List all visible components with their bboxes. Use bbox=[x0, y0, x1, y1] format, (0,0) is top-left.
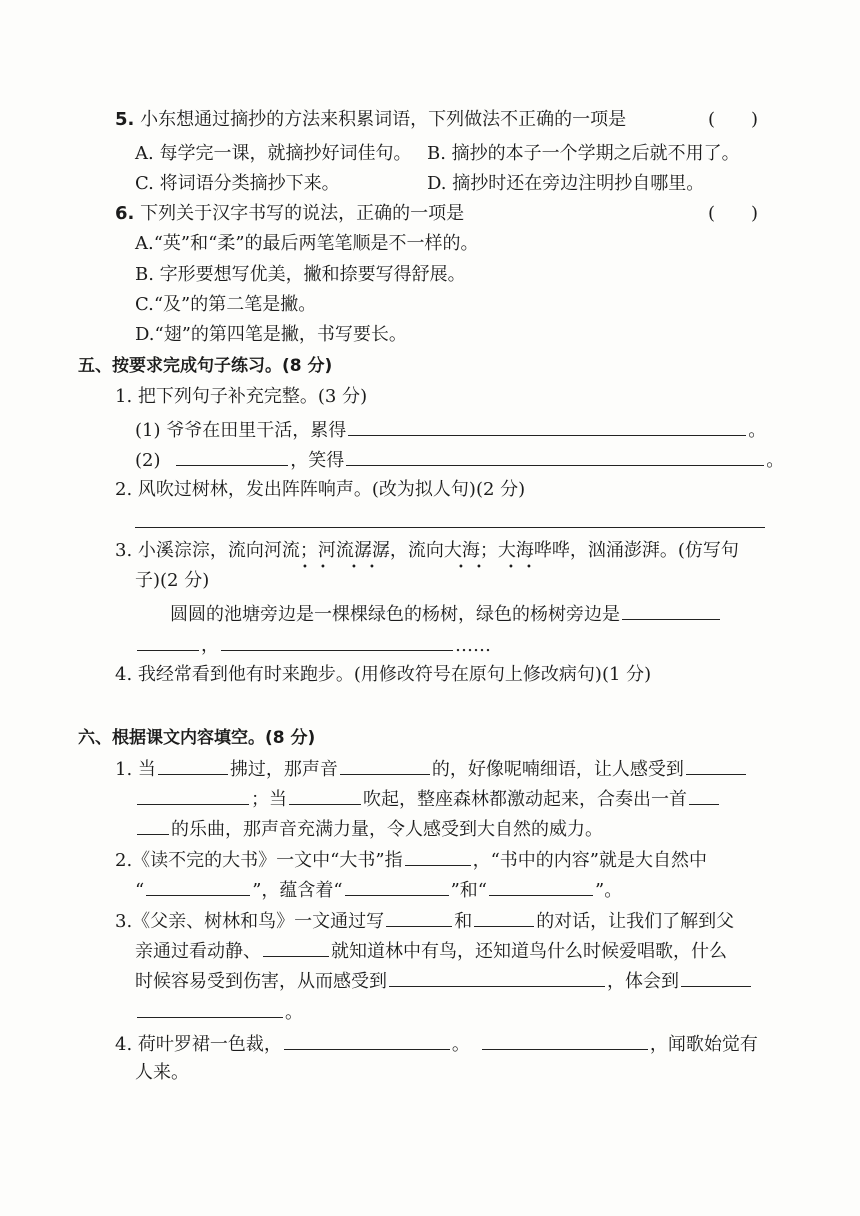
emphasis-dot: • bbox=[526, 562, 532, 573]
sec6-q2-text-d: ”和“ bbox=[450, 880, 488, 901]
sec6-q1-blank-6[interactable] bbox=[689, 786, 719, 805]
sec6-q1-text-e: 吹起，整座森林都激动起来，合奏出一首 bbox=[363, 789, 687, 810]
sec6-q1-blank-2[interactable] bbox=[340, 756, 430, 775]
sec6-q1-text-f: 的乐曲，那声音充满力量，令人感受到大自然的威力。 bbox=[171, 819, 603, 840]
sec6-q2-blank-2[interactable] bbox=[146, 877, 250, 896]
sec6-q1-text-d: ；当 bbox=[251, 789, 287, 810]
sec6-q4-period: 。 bbox=[451, 1034, 470, 1055]
section-5-title: 五、按要求完成句子练习。(8 分) bbox=[78, 356, 333, 376]
emphasis-dot: • bbox=[351, 562, 357, 573]
sec6-q3-line2 bbox=[135, 938, 727, 964]
q6-stem bbox=[115, 202, 464, 226]
sec5-q1-item2-text: ，笑得 bbox=[290, 450, 345, 471]
sec5-q1-item1-text: (1) 爷爷在田里干活，累得 bbox=[135, 420, 347, 441]
sec6-q2-blank-4[interactable] bbox=[489, 877, 593, 896]
sec5-q1-item2-blank-1[interactable] bbox=[176, 447, 288, 466]
sec6-q3-text-a: 3.《父亲、树林和鸟》一文通过写 bbox=[115, 911, 385, 932]
sec6-q1-blank-3[interactable] bbox=[686, 756, 746, 775]
sec5-q1-item2 bbox=[135, 447, 784, 473]
sec5-q3-ellipsis: …… bbox=[455, 635, 491, 656]
sec5-q1-item1 bbox=[135, 417, 766, 443]
emphasis-dot: • bbox=[476, 562, 482, 573]
sec5-q3-blank-3[interactable] bbox=[221, 632, 453, 651]
q5-option-d: D. 摘抄时还在旁边注明抄自哪里。 bbox=[427, 173, 705, 194]
emphasis-dot: • bbox=[508, 562, 514, 573]
sec6-q4-line1 bbox=[115, 1031, 758, 1057]
q6-answer-paren[interactable]: ( ) bbox=[708, 203, 759, 224]
sec6-q3-blank-2[interactable] bbox=[474, 908, 534, 927]
sec5-q3-example bbox=[170, 601, 722, 627]
q6-option-b: B. 字形要想写优美，撇和捺要写得舒展。 bbox=[135, 264, 466, 285]
sec6-q3-blank-3[interactable] bbox=[263, 938, 329, 957]
sec6-q3-line3 bbox=[135, 968, 753, 994]
sec6-q2-blank-3[interactable] bbox=[345, 877, 449, 896]
sec6-q4-text-a: 4. 荷叶罗裙一色裁， bbox=[115, 1034, 282, 1055]
sec5-q1-item1-period: 。 bbox=[748, 420, 767, 441]
section-6-title: 六、根据课文内容填空。(8 分) bbox=[78, 728, 316, 748]
q6-option-c: C.“及”的第二笔是撇。 bbox=[135, 294, 317, 315]
sec5-q3-comma: ， bbox=[201, 635, 219, 656]
sec6-q4-text-b: ，闻歌始觉有 bbox=[649, 1034, 758, 1055]
sec5-q3-continuation bbox=[135, 632, 491, 658]
sec6-q2-blank-1[interactable] bbox=[405, 847, 471, 866]
sec6-q3-line1 bbox=[115, 908, 734, 934]
sec6-q2-text-b: ，“书中的内容”就是大自然中 bbox=[472, 850, 707, 871]
sec6-q3-text-f: 时候容易受到伤害，从而感受到 bbox=[135, 971, 387, 992]
sec6-q3-text-c: 的对话，让我们了解到父 bbox=[536, 911, 735, 932]
sec5-q3-blank-2[interactable] bbox=[137, 632, 199, 651]
sec6-q1-blank-4[interactable] bbox=[137, 786, 249, 805]
sec6-q1-text-a: 1. 当 bbox=[115, 759, 156, 780]
q5-option-a: A. 每学完一课，就摘抄好词佳句。 bbox=[135, 143, 412, 164]
q6-number: 6. bbox=[115, 203, 135, 224]
sec5-q3-line2: 子)(2 分) bbox=[135, 570, 210, 591]
emphasis-dot: • bbox=[369, 562, 375, 573]
q6-text: 下列关于汉字书写的说法，正确的一项是 bbox=[140, 203, 465, 224]
sec5-q1: 1. 把下列句子补充完整。(3 分) bbox=[115, 386, 368, 407]
sec5-q1-item1-blank[interactable] bbox=[348, 417, 746, 436]
sec5-q4: 4. 我经常看到他有时来跑步。(用修改符号在原句上修改病句)(1 分) bbox=[115, 664, 652, 685]
emphasis-dot: • bbox=[302, 562, 308, 573]
q5-number: 5. bbox=[115, 109, 135, 130]
q5-answer-paren[interactable]: ( ) bbox=[708, 109, 759, 130]
sec6-q2-line1 bbox=[115, 847, 707, 873]
q5-option-b: B. 摘抄的本子一个学期之后就不用了。 bbox=[427, 143, 740, 164]
sec6-q2-line2 bbox=[135, 877, 622, 903]
q6-option-d: D.“翅”的第四笔是撇，书写要长。 bbox=[135, 324, 407, 345]
sec5-q3-example-text: 圆圆的池塘旁边是一棵棵绿色的杨树，绿色的杨树旁边是 bbox=[170, 604, 620, 625]
sec6-q1-line3 bbox=[135, 816, 603, 842]
emphasis-dot: • bbox=[320, 562, 326, 573]
sec6-q4-blank-2[interactable] bbox=[482, 1031, 648, 1050]
sec5-q2: 2. 风吹过树林，发出阵阵响声。(改为拟人句)(2 分) bbox=[115, 479, 526, 500]
sec5-q1-item2-blank-2[interactable] bbox=[346, 447, 764, 466]
sec6-q2-text-a: 2.《读不完的大书》一文中“大书”指 bbox=[115, 850, 403, 871]
sec6-q3-blank-5[interactable] bbox=[681, 968, 751, 987]
sec5-q1-item2-period: 。 bbox=[766, 450, 785, 471]
sec6-q4-blank-1[interactable] bbox=[284, 1031, 450, 1050]
q6-option-a: A.“英”和“柔”的最后两笔笔顺是不一样的。 bbox=[135, 233, 479, 254]
sec6-q1-text-b: 拂过，那声音 bbox=[229, 759, 338, 780]
q5-text: 小东想通过摘抄的方法来积累词语，下列做法不正确的一项是 bbox=[140, 109, 627, 130]
sec6-q4-line2: 人来。 bbox=[135, 1062, 189, 1083]
q5-option-c: C. 将词语分类摘抄下来。 bbox=[135, 173, 340, 194]
sec6-q3-text-d: 亲通过看动静、 bbox=[135, 941, 261, 962]
sec6-q2-quote-open: “ bbox=[135, 880, 145, 901]
sec6-q3-blank-4[interactable] bbox=[389, 968, 605, 987]
sec6-q1-text-c: 的，好像呢喃细语，让人感受到 bbox=[431, 759, 684, 780]
sec5-q3-line1: 3. 小溪淙淙，流向河流；河流潺潺，流向大海；大海哗哗，汹涌澎湃。(仿写句 bbox=[115, 540, 739, 561]
sec6-q3-blank-1[interactable] bbox=[386, 908, 452, 927]
sec6-q1-blank-1[interactable] bbox=[158, 756, 228, 775]
sec6-q2-text-c: ”，蕴含着“ bbox=[252, 880, 343, 901]
sec6-q2-quote-close: ”。 bbox=[595, 880, 623, 901]
sec6-q3-period: 。 bbox=[285, 1002, 303, 1023]
sec6-q3-text-g: ，体会到 bbox=[607, 971, 679, 992]
sec6-q3-text-b: 和 bbox=[454, 911, 473, 932]
sec6-q3-text-e: 就知道林中有鸟，还知道鸟什么时候爱唱歌，什么 bbox=[331, 941, 727, 962]
sec5-q3-blank-1[interactable] bbox=[622, 601, 720, 620]
sec5-q2-answer-line[interactable] bbox=[135, 527, 765, 528]
sec6-q1-line1 bbox=[115, 756, 748, 782]
emphasis-dot: • bbox=[458, 562, 464, 573]
sec6-q1-line2 bbox=[135, 786, 721, 812]
sec6-q1-blank-7[interactable] bbox=[137, 816, 169, 835]
sec6-q1-blank-5[interactable] bbox=[289, 786, 361, 805]
sec5-q1-item2-label: (2) bbox=[135, 450, 161, 471]
sec6-q3-blank-6[interactable] bbox=[137, 999, 283, 1018]
q5-stem bbox=[115, 108, 626, 132]
sec6-q3-line4 bbox=[135, 999, 303, 1025]
